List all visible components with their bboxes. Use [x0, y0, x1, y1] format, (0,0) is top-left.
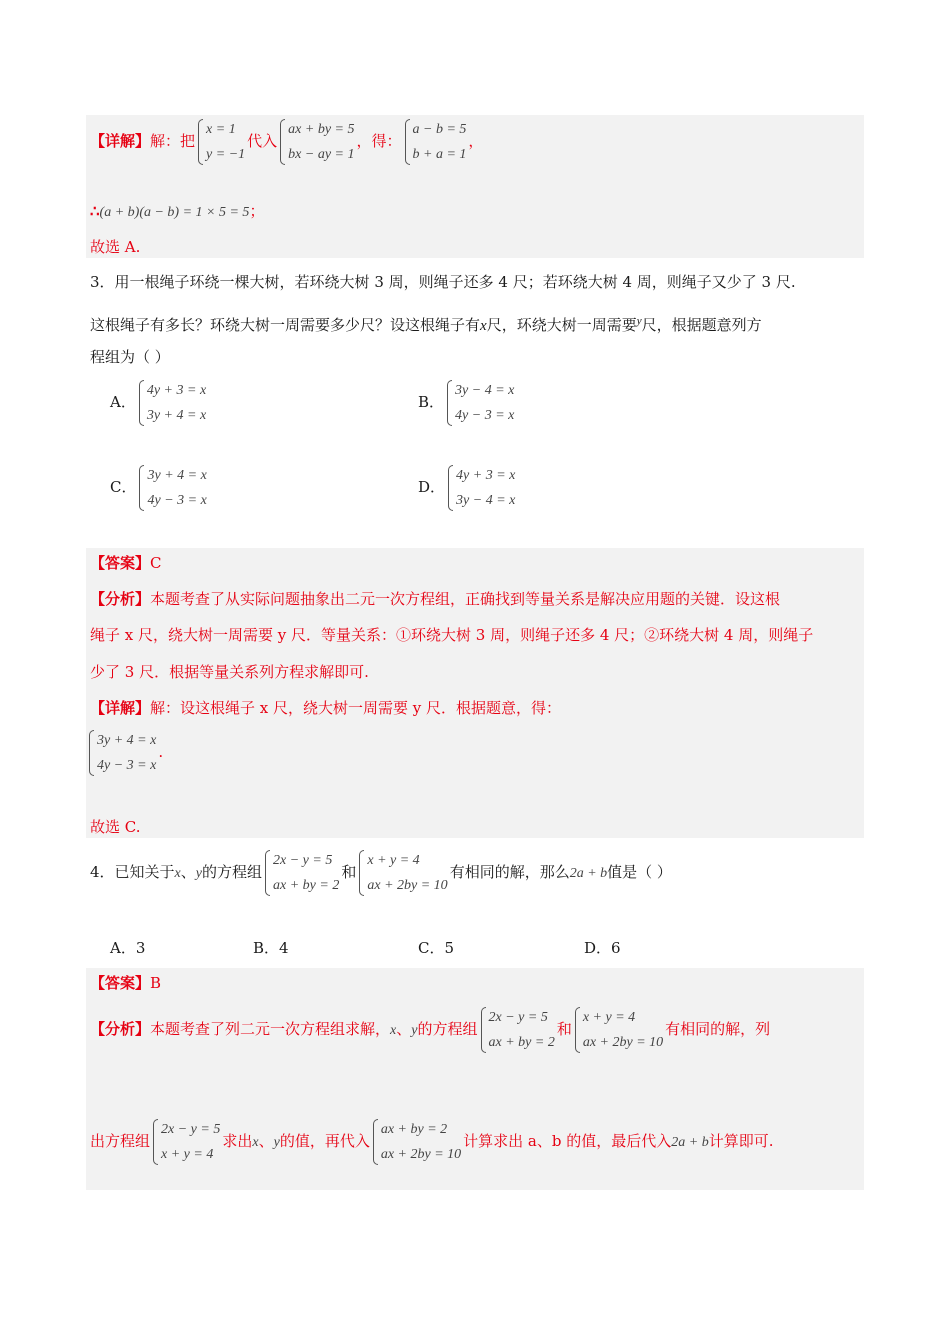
equation-system: 2x − y = 5 ax + by = 2 — [264, 848, 339, 898]
q4-option-a[interactable]: A．3 — [110, 939, 146, 957]
equation-system: 3y − 4 = x 4y − 3 = x — [446, 378, 514, 428]
q3-option-b[interactable]: B． 3y − 4 = x 4y − 3 = x — [418, 378, 516, 428]
equation-system: 4y + 3 = x 3y − 4 = x — [447, 463, 515, 513]
equation-system: x + y = 4 ax + 2by = 10 — [358, 848, 447, 898]
equation-system: 4y + 3 = x 3y + 4 = x — [138, 378, 206, 428]
q3-detail-system: 3y + 4 = x 4y − 3 = x . — [86, 728, 163, 778]
q4-answer-line: 【答案】B — [90, 974, 162, 992]
equation-system: 3y + 4 = x 4y − 3 = x — [88, 728, 156, 778]
equation-system: 2x − y = 5 ax + by = 2 — [480, 1005, 555, 1055]
q4-option-d[interactable]: D．6 — [584, 939, 621, 957]
equation-system: 3y + 4 = x 4y − 3 = x — [138, 463, 206, 513]
q3-choose: 故选 C. — [90, 818, 141, 836]
q3-answer-line: 【答案】C — [90, 554, 162, 572]
q2-choose: 故选 A. — [90, 238, 141, 256]
equation-system: ax + by = 2 ax + 2by = 10 — [372, 1117, 461, 1167]
q4-analysis-line2: 出方程组 2x − y = 5 x + y = 4 求出x、y的值，再代入 ax + by = 2 ax + 2by = 10 计算求出 a、b 的值，最后代入2a + b计算即可. — [90, 1116, 773, 1168]
q4-option-b[interactable]: B．4 — [253, 939, 289, 957]
equation-system: ax + by = 5 bx − ay = 1 — [279, 117, 354, 167]
q4-analysis-line1: 【分析】本题考查了列二元一次方程组求解，x、y的方程组 2x − y = 5 ax + by = 2 和 x + y = 4 ax + 2by = 10 有相同的解，列 — [90, 1004, 770, 1056]
analysis-tag: 【分析】 — [90, 1020, 151, 1038]
equation-system: x = 1 y = −1 — [197, 117, 245, 167]
answer-tag: 【答案】 — [90, 974, 151, 992]
detail-tag: 【详解】 — [90, 132, 151, 150]
q3-stem-line1: 3．用一根绳子环绕一棵大树，若环绕大树 3 周，则绳子还多 4 尺；若环绕大树 4 周，则绳子又少了 3 尺. — [90, 273, 796, 291]
equation-system: 2x − y = 5 x + y = 4 — [152, 1117, 220, 1167]
q3-analysis-line1: 【分析】本题考查了从实际问题抽象出二元一次方程组，正确找到等量关系是解决应用题的关键．设这根 — [90, 590, 781, 608]
equation-system: a − b = 5 b + a = 1 — [404, 117, 467, 167]
answer-tag: 【答案】 — [90, 554, 151, 572]
q3-option-c[interactable]: C． 3y + 4 = x 4y − 3 = x — [110, 463, 209, 513]
q4-stem-line: 4．已知关于x、y的方程组 2x − y = 5 ax + by = 2 和 x + y = 4 ax + 2by = 10 有相同的解，那么2a + b值是（ ） — [90, 847, 672, 899]
q2-detail-line: 【详解】解：把 x = 1 y = −1 代入 ax + by = 5 bx − ay = 1 ，得： a − b = 5 b + a = 1 ， — [90, 116, 483, 167]
q4-option-c[interactable]: C．5 — [418, 939, 455, 957]
q3-option-d[interactable]: D． 4y + 3 = x 3y − 4 = x — [418, 463, 517, 513]
q3-stem-line3: 程组为（ ） — [90, 348, 170, 366]
q3-option-a[interactable]: A． 4y + 3 = x 3y + 4 = x — [110, 378, 208, 428]
equation-system: x + y = 4 ax + 2by = 10 — [574, 1005, 663, 1055]
detail-tag: 【详解】 — [90, 699, 151, 717]
analysis-tag: 【分析】 — [90, 590, 151, 608]
q3-detail-line: 【详解】解：设这根绳子 x 尺，绕大树一周需要 y 尺．根据题意，得： — [90, 699, 562, 717]
q3-stem-line2: 这根绳子有多长？环绕大树一周需要多少尺？设这根绳子有x尺，环绕大树一周需要$^y$尺，根据题意列方 — [90, 315, 762, 334]
q3-analysis-line2: 绳子 x 尺，绕大树一周需要 y 尺．等量关系：①环绕大树 3 周，则绳子还多 4 尺；②环绕大树 4 周，则绳子 — [90, 626, 814, 644]
q2-calc-line: ∴(a + b)(a − b) = 1 × 5 = 5； — [90, 202, 265, 220]
q3-analysis-line3: 少了 3 尺．根据等量关系列方程求解即可. — [90, 663, 369, 681]
calc-formula: (a + b)(a − b) = 1 × 5 = 5 — [99, 205, 250, 220]
